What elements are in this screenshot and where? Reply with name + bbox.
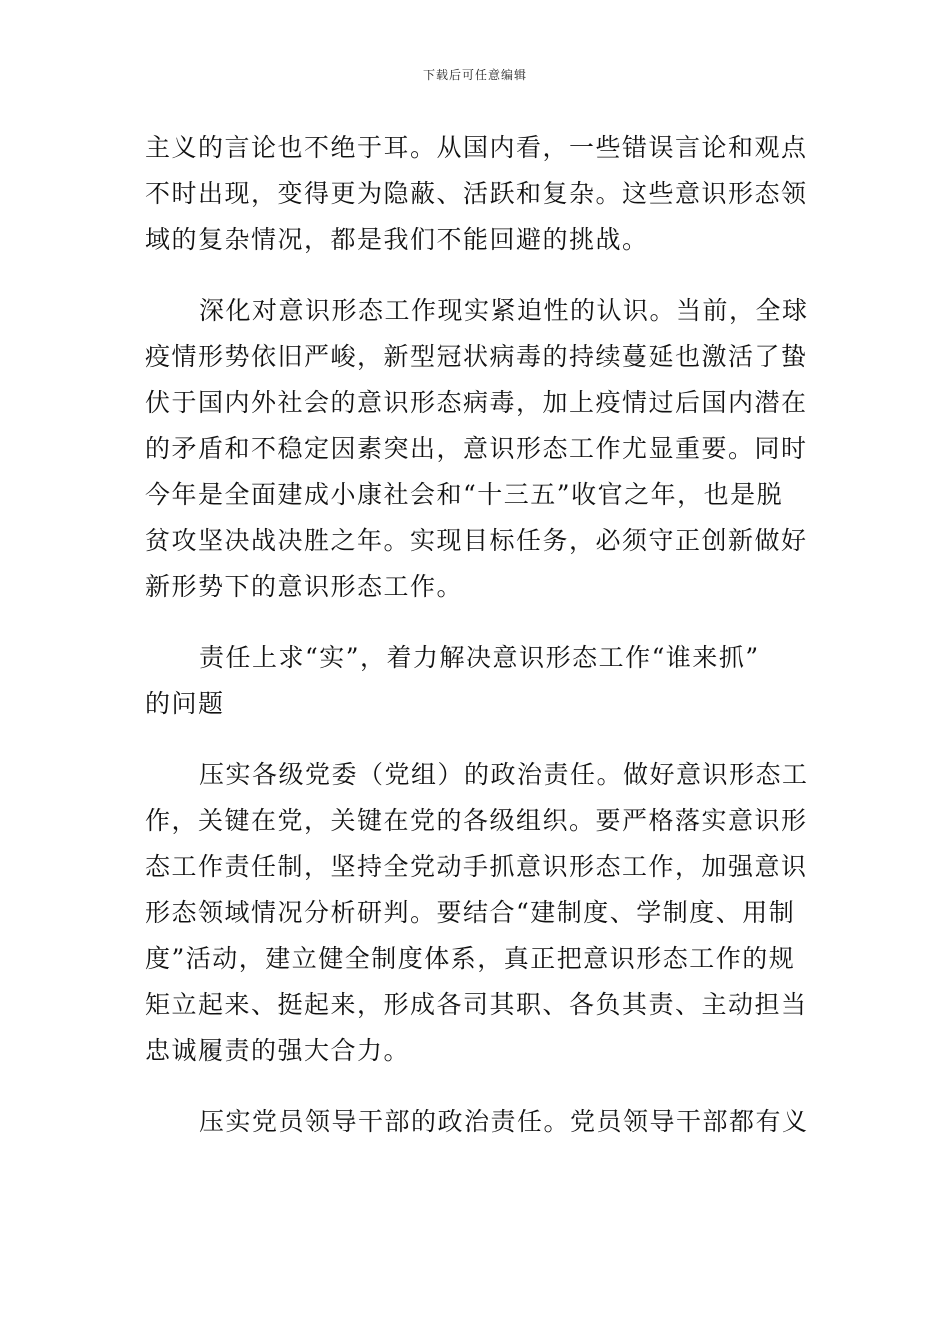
text-line: 深化对意识形态工作现实紧迫性的认识。当前，全球 — [199, 296, 809, 325]
text-line: 的问题 — [145, 689, 225, 718]
text-line: 形态领域情况分析研判。要结合“建制度、学制度、用制 — [145, 898, 796, 927]
page-header: 下载后可任意编辑 — [422, 68, 527, 82]
text-line: 的矛盾和不稳定因素突出，意识形态工作尤显重要。同时 — [145, 434, 808, 463]
text-line: 贫攻坚决战决胜之年。实现目标任务，必须守正创新做好 — [145, 526, 808, 555]
document-body — [145, 125, 807, 1170]
text-line: 新形势下的意识形态工作。 — [145, 572, 464, 601]
text-line: 域的复杂情况，都是我们不能回避的挑战。 — [145, 225, 649, 254]
text-line: 态工作责任制，坚持全党动手抓意识形态工作，加强意识 — [145, 852, 808, 881]
paragraph-4 — [145, 1099, 807, 1145]
text-line: 作，关键在党，关键在党的各级组织。要严格落实意识形 — [145, 806, 808, 835]
paragraph-2 — [145, 288, 807, 610]
text-line: 度”活动，建立健全制度体系，真正把意识形态工作的规 — [145, 944, 796, 973]
text-line: 压实党员领导干部的政治责任。党员领导干部都有义 — [199, 1107, 809, 1136]
text-line: 压实各级党委（党组）的政治责任。做好意识形态工 — [199, 760, 809, 789]
text-line: 伏于国内外社会的意识形态病毒，加上疫情过后国内潜在 — [145, 388, 808, 417]
paragraph-1 — [145, 125, 807, 263]
text-line: 不时出现，变得更为隐蔽、活跃和复杂。这些意识形态领 — [145, 179, 808, 208]
text-line: 忠诚履责的强大合力。 — [145, 1036, 411, 1065]
text-line: 责任上求“实”，着力解决意识形态工作“谁来抓” — [199, 643, 760, 672]
paragraph-3 — [145, 752, 807, 1074]
text-line: 主义的言论也不绝于耳。从国内看，一些错误言论和观点 — [145, 133, 808, 162]
section-heading — [145, 635, 807, 727]
text-line: 矩立起来、挺起来，形成各司其职、各负其责、主动担当 — [145, 990, 808, 1019]
text-line: 疫情形势依旧严峻，新型冠状病毒的持续蔓延也激活了蛰 — [145, 342, 808, 371]
text-line: 今年是全面建成小康社会和“十三五”收官之年，也是脱 — [145, 480, 784, 509]
